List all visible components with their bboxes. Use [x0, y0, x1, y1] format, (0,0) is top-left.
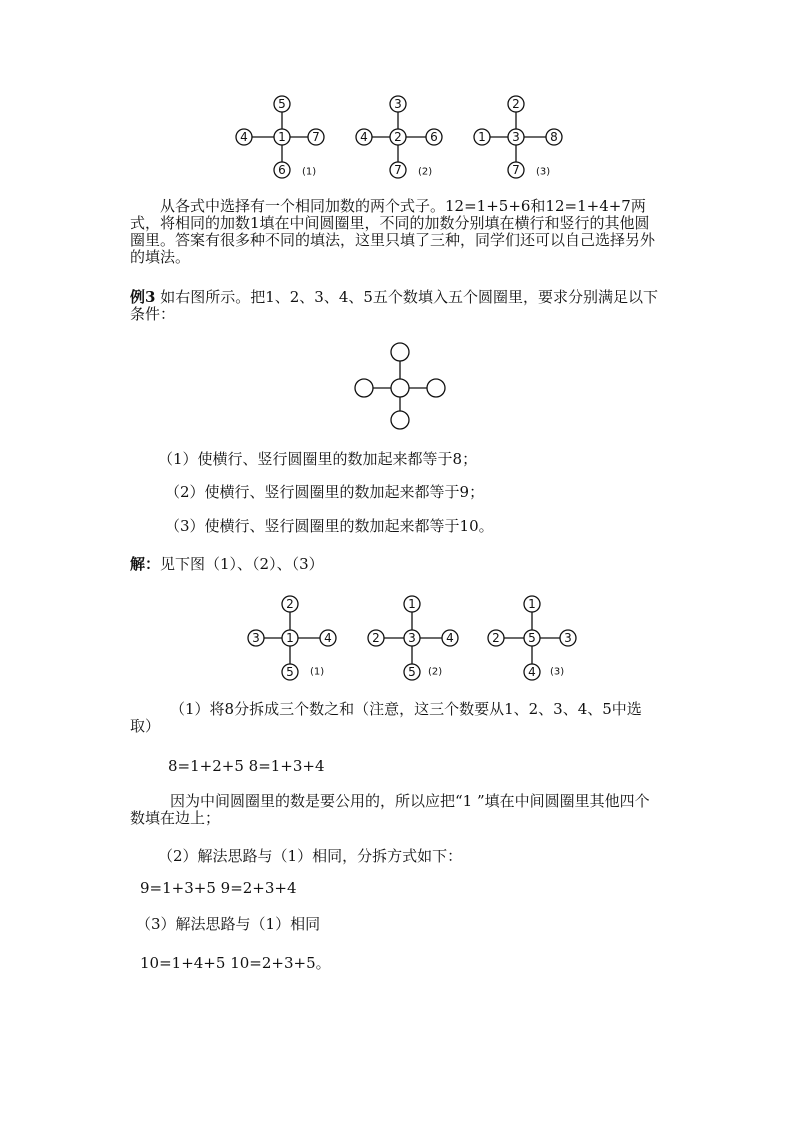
diagram-label: (1) — [310, 666, 325, 678]
diagram-label: (2) — [418, 166, 433, 178]
equation-1: 8=1+2+5 8=1+3+4 — [168, 757, 325, 775]
circle-top: 3 — [394, 97, 402, 111]
diagram-label: (3) — [550, 666, 565, 678]
intro-paragraph: 从各式中选择有一个相同加数的两个式子。12=1+5+6和12=1+4+7两式，将相同的加数1填在中间圆圈里，不同的加数分别填在横行和竖行的其他圆圈里。答案有很多种不同的填法，这里只填了三种，同学们还可以自己选择另外的填法。 — [130, 197, 656, 266]
blank-circle-left — [355, 379, 373, 397]
circle-top: 2 — [512, 97, 520, 111]
circle-center: 3 — [408, 631, 416, 645]
circle-left: 4 — [360, 130, 368, 144]
blank-circle-bottom — [391, 411, 409, 429]
circle-right: 4 — [324, 631, 332, 645]
solution-text: 见下图（1）、（2）、（3） — [160, 555, 324, 573]
circle-right: 3 — [564, 631, 572, 645]
explanation-2: 因为中间圆圈里的数是要公用的，所以应把“1 ”填在中间圆圈里其他四个数填在边上； — [130, 792, 650, 827]
solution-line — [130, 556, 324, 573]
explanation-1: （1）将8分拆成三个数之和（注意，这三个数要从1、2、3、4、5中选取） — [130, 700, 642, 735]
blank-circle-center — [391, 379, 409, 397]
explanation-3: （2）解法思路与（1）相同，分拆方式如下： — [158, 847, 463, 865]
circle-top: 5 — [278, 97, 286, 111]
circle-bottom: 4 — [528, 665, 536, 679]
cross-diagram-top-1 — [230, 92, 330, 182]
circle-right: 7 — [312, 130, 320, 144]
circle-right: 4 — [446, 631, 454, 645]
circle-bottom: 7 — [512, 163, 520, 177]
circle-left: 4 — [240, 130, 248, 144]
circle-bottom: 5 — [408, 665, 416, 679]
circle-center: 5 — [528, 631, 536, 645]
circle-center: 1 — [286, 631, 294, 645]
equation-3: 10=1+4+5 10=2+3+5。 — [140, 954, 331, 972]
diagram-label: (3) — [536, 166, 551, 178]
example-tag: 例3 — [130, 288, 156, 306]
circle-left: 3 — [252, 631, 260, 645]
circle-right: 6 — [430, 130, 438, 144]
equation-2: 9=1+3+5 9=2+3+4 — [140, 879, 297, 897]
diagram-label: (1) — [302, 166, 317, 178]
circle-top: 1 — [408, 597, 416, 611]
answer-diagram-1 — [240, 590, 350, 684]
circle-left: 2 — [372, 631, 380, 645]
diagram-label: (2) — [428, 666, 443, 678]
example-text: 如右图所示。把1、2、3、4、5五个数填入五个圆圈里，要求分别满足以下条件： — [130, 288, 658, 323]
condition-1: （1）使横行、竖行圆圈里的数加起来都等于8； — [158, 450, 478, 468]
circle-bottom: 6 — [278, 163, 286, 177]
circle-bottom: 5 — [286, 665, 294, 679]
condition-3: （3）使横行、竖行圆圈里的数加起来都等于10。 — [165, 517, 494, 535]
cross-diagram-top-2 — [350, 92, 450, 182]
circle-top: 2 — [286, 597, 294, 611]
circle-center: 3 — [512, 130, 520, 144]
blank-circle-top — [391, 343, 409, 361]
blank-circle-right — [427, 379, 445, 397]
solution-tag: 解： — [130, 555, 161, 573]
circle-top: 1 — [528, 597, 536, 611]
circle-bottom: 7 — [394, 163, 402, 177]
example-3 — [130, 289, 662, 323]
circle-center: 2 — [394, 130, 402, 144]
circle-right: 8 — [550, 130, 558, 144]
answer-diagram-2 — [360, 590, 470, 684]
cross-diagram-blank — [350, 340, 450, 434]
answer-diagram-3 — [480, 590, 590, 684]
cross-diagram-top-3 — [470, 92, 570, 182]
circle-left: 2 — [492, 631, 500, 645]
circle-left: 1 — [478, 130, 486, 144]
circle-center: 1 — [278, 130, 286, 144]
condition-2: （2）使横行、竖行圆圈里的数加起来都等于9； — [165, 483, 485, 501]
explanation-4: （3）解法思路与（1）相同 — [136, 915, 321, 933]
